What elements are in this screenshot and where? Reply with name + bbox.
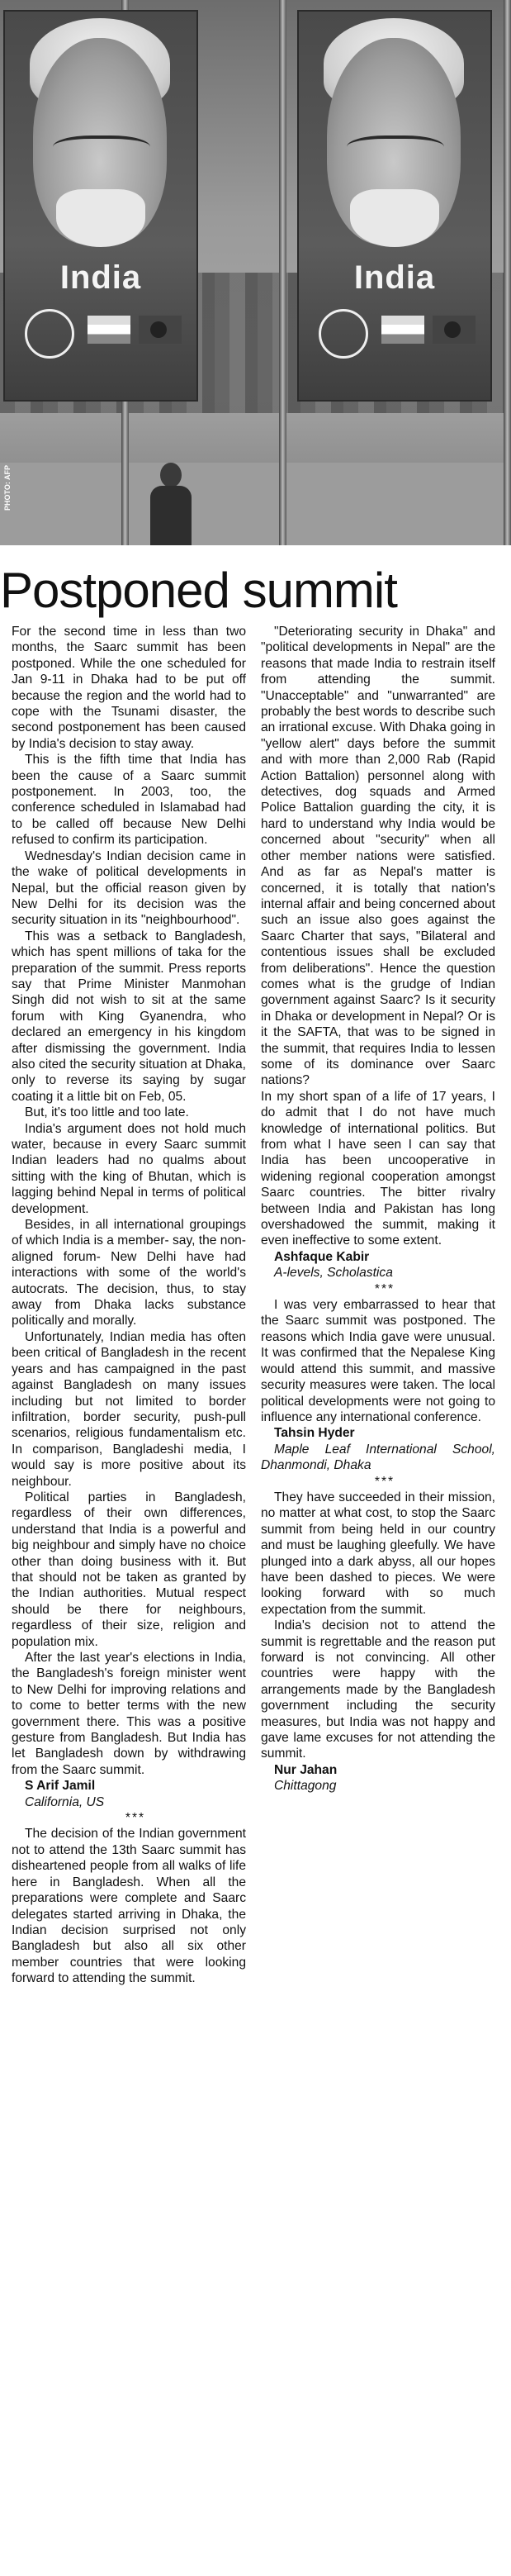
flag-icon [433,316,476,344]
letter2-location: A-levels, Scholastica [274,1266,393,1281]
separator: *** [374,1281,395,1296]
letter3-location: Maple Leaf International School, Dhanmondi, Dhaka [261,1442,495,1473]
letter2-paragraph: "Deteriorating security in Dhaka" and "political developments in Nepal" are the reasons that made India to restrain itself from attending the summit. "Unacceptable" and "unwarranted" are probably the best words to describe such an irrational excuse. With Dhaka going in "yellow alert" days before the summit and with more than 2,000 Rab (Rapid Action Battalion) personnel along with detectives, dog squads and Armed Police Battalion guarding the city, it is hard to understand why India would be concerned about "security" when all other member nations were satisfied. And as far as Nepal's matter is concerned, it is totally that nation's internal affair and being concerned about such an issue also goes against the Saarc Charter that says, "Bilateral and contentious issues shall be excluded from deliberations". Hence the question comes what is the grudge of Indian government against Saarc? Is it security in Dhaka or development in Nepal? Or is it the SAFTA, that was to be signed in the summit, that requires India to lessen some of its dominance over Saarc nations? [261,625,495,1088]
letter4-paragraph: India's decision not to attend the summit is regrettable and the reason put forward is not convincing. All other countries were happy with the arrangements made by the Bangladesh government including the security measures, but India was not happy and gave lame excuses for not attending the summit. [261,1618,495,1761]
letter1-paragraph: Unfortunately, Indian media has often been critical of Bangladesh in the recent years and has campaigned in the past against Bangladesh on many issues including but not limited to border infiltration, border security, push-pull scenarios, religious fundamentalism etc. In comparison, Bangladeshi media, I would say is more positive about its neighbour. [12,1329,246,1489]
letter1-paragraph: Wednesday's Indian decision came in the wake of political developments in Nepal, but the official reason given by New Delhi for its decision was the security situation in its "neighbourhood". [12,848,246,928]
letter4-paragraph: They have succeeded in their mission, no matter at what cost, to stop the Saarc summit from being held in our country and must be laughing gleefully. We have plunged into a dark abyss, all our hopes have been dashed to pieces. We were looking forward with so much expectation from the summit. [261,1490,495,1617]
letter1-author: S Arif Jamil [25,1779,96,1794]
banner-left-label: India [59,259,142,296]
photo-credit: PHOTO: AFP [3,464,12,511]
letter4-author: Nur Jahan [274,1762,338,1777]
saarc-emblem-icon [25,309,74,359]
pedestrian-figure [145,463,195,545]
separator: *** [374,1474,395,1489]
saarc-emblem-icon [319,309,368,359]
flag-icon [139,316,182,344]
separator: *** [125,1811,146,1826]
column-right [261,624,495,1794]
letter1-paragraph: This is the fifth time that India has been the cause of a Saarc summit postponement. In 2003, too, the conference scheduled in Islamabad had to be called off because New Delhi refused to confirm its participation. [12,753,246,848]
letter3-author: Tahsin Hyder [274,1426,355,1441]
letter1-paragraph: For the second time in less than two months, the Saarc summit has been postponed. While the one scheduled for Jan 9-11 in Dhaka had to be put off because the region and the world had to cope with the Tsunami disaster, the second postponement has been caused by India's decision to stay away. [12,625,246,751]
letter4-location: Chittagong [274,1779,337,1794]
page-title: Postponed summit [0,563,397,618]
letter1-paragraph: This was a setback to Bangladesh, which has spent millions of taka for the preparation of the summit. Press reports say that Prime Minister Manmohan Singh did not wish to sit at the same forum with King Gyanendra, who declared an emergency in his kingdom after dismissing the government. India also cited the security situation at Dhaka, only to reverse its saying by sugar coating it a little bit on Feb, 05. [12,929,246,1104]
letter1-paragraph: Political parties in Bangladesh, regardless of their own differences, understand that India is a powerful and big neighbour and simply have no choice other than doing business with it. But that should not be taken as granted by the Indian authorities. Mutual respect should be there for neighbours, regardless of their size, religion and population mix. [12,1490,246,1649]
column-left [12,624,246,1987]
letter1-location: California, US [25,1794,105,1809]
letter2-paragraph: The decision of the Indian government not to attend the 13th Saarc summit has disheartened people from all walks of life here in Bangladesh. When all the preparations were complete and Saarc delegates started arriving in Dhaka, the Indian decision surprised not only Bangladesh but also all six other member countries that were looking forward to attending the summit. [12,1827,246,1986]
banner-left [3,10,198,402]
news-photo [0,0,511,545]
flag-icon [88,316,130,344]
letter2-author: Ashfaque Kabir [274,1249,370,1264]
letter3-paragraph: I was very embarrassed to hear that the Saarc summit was postponed. The reasons which India gave were unusual. It was confirmed that the Nepalese King would attend this summit, and massive security measures were taken. The local political developments were not going to influence any international conference. [261,1298,495,1424]
banner-right [297,10,492,402]
flag-icon [381,316,424,344]
letter1-paragraph: India's argument does not hold much water, because in every Saarc summit Indian leaders had no qualms about sitting with the king of Bhutan, which is lagging behind Nepal in terms of political development. [12,1121,246,1216]
letter2-paragraph: In my short span of a life of 17 years, I do admit that I do not have much knowledge of international politics. But from what I have seen I can say that India has been uncooperative in widening regional cooperation amongst Saarc countries. The bitter rivalry between India and Pakistan has long overshadowed the summit, making it even ineffective to some extent. [261,1089,495,1248]
letter1-paragraph: After the last year's elections in India, the Bangladesh's foreign minister went to New Delhi for improving relations and to come to better terms with the new government there. This was a positive gesture from Bangladesh. But India has let Bangladesh down by withdrawing from the Saarc summit. [12,1651,246,1777]
letter1-paragraph: But, it's too little and too late. [25,1105,189,1120]
banner-right-label: India [353,259,436,296]
letter1-paragraph: Besides, in all international groupings of which India is a member- say, the non-aligned forum- New Delhi have had interactions with some of the world's autocrats. The decision, thus, to stay away from Dhaka lacks substance politically and morally. [12,1218,246,1328]
